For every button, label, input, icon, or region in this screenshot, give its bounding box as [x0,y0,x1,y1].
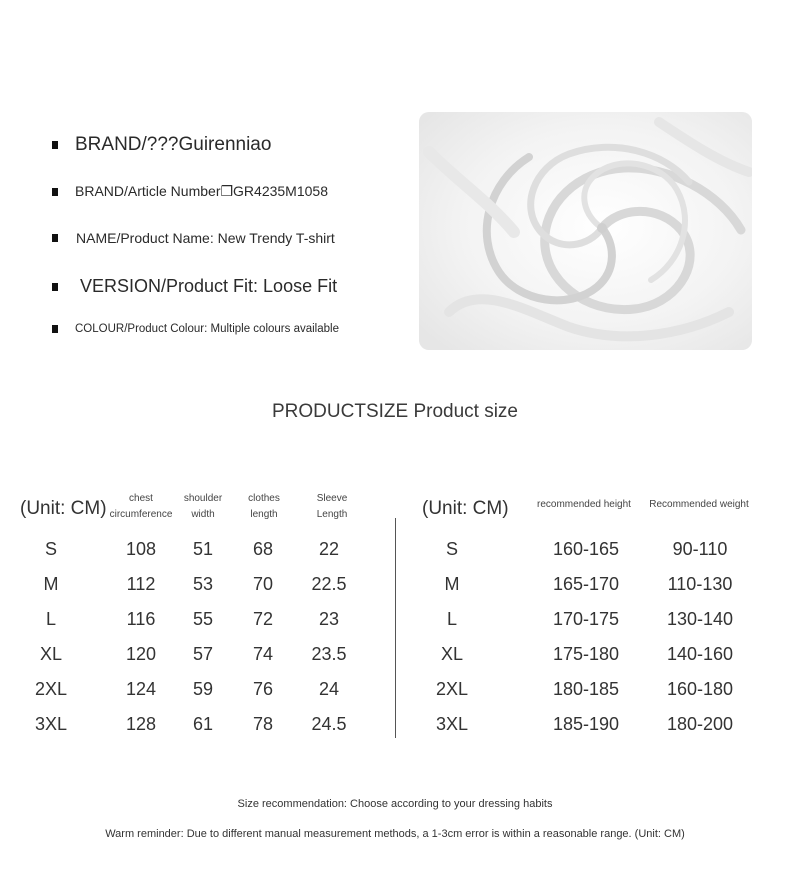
spec-article-number-text: BRAND/Article Number❒GR4235M1058 [75,183,328,199]
measurement-cell: 120 [125,644,157,664]
measurement-cell: 22.5 [311,574,347,594]
measurement-cell: 78 [252,714,274,734]
measurement-cell: 23 [318,609,340,629]
column-header-line: circumference [109,509,173,520]
column-header-line: length [250,509,278,520]
column-header-line: chest [129,493,153,504]
recommendation-cell: 110-130 [667,574,733,594]
measurement-cell: 59 [192,679,214,699]
measurement-cell: 24 [318,679,340,699]
size-cell: M [43,574,59,594]
recommendation-cell: 185-190 [552,714,620,734]
measurement-cell: 70 [252,574,274,594]
measurement-cell: 72 [252,609,274,629]
column-header-sleeve-length [307,491,357,523]
recommendation-cell: 90-110 [672,539,728,559]
column-header-line: width [191,509,215,520]
recommendation-cell: 170-175 [552,609,620,629]
spec-brand [52,134,271,156]
measurement-cell: 24.5 [311,714,347,734]
spec-product-name [52,230,335,246]
measurement-cell: 68 [252,539,274,559]
measurement-cell: 55 [192,609,214,629]
column-header-chest [104,491,178,523]
size-cell: 2XL [435,679,469,699]
size-cell: 3XL [34,714,68,734]
recommendation-cell: 165-170 [552,574,620,594]
fabric-swirl-image [419,112,752,350]
bullet-icon [52,325,58,333]
size-cell: XL [39,644,63,664]
measurement-cell: 128 [125,714,157,734]
size-cell: XL [440,644,464,664]
size-cell: L [446,609,457,629]
measurement-cell: 76 [252,679,274,699]
column-header-height: recommended height [537,499,631,510]
spec-product-colour-text: COLOUR/Product Colour: Multiple colours available [75,323,339,335]
bullet-icon [52,283,58,291]
recommendation-cell: 130-140 [666,609,734,629]
measurement-cell: 22 [318,539,340,559]
column-header-line: Length [316,509,348,520]
measurement-cell: 53 [192,574,214,594]
spec-product-name-text: NAME/Product Name: New Trendy T-shirt [76,230,335,246]
spec-product-fit-text: VERSION/Product Fit: Loose Fit [80,276,338,296]
column-header-line: Sleeve [316,493,348,504]
size-table-unit-label: (Unit: CM) [20,498,107,519]
size-cell: 2XL [34,679,68,699]
column-header-line: shoulder [183,493,223,504]
size-cell: L [45,609,56,629]
table-divider [395,518,396,738]
measurement-cell: 112 [126,574,156,594]
spec-product-fit [52,276,337,297]
size-recommendation-note: Size recommendation: Choose according to your dressing habits [237,798,553,810]
recommendation-cell: 180-200 [666,714,734,734]
spec-article-number [52,183,328,200]
measurement-cell: 116 [126,609,156,629]
recommendation-cell: 140-160 [666,644,734,664]
measurement-cell: 23.5 [311,644,347,664]
recommendation-cell: 175-180 [552,644,620,664]
warm-reminder-note: Warm reminder: Due to different manual measurement methods, a 1-3cm error is within a reasonable range. (Unit: CM) [105,828,685,840]
measurement-cell: 57 [192,644,214,664]
measurement-cell: 61 [192,714,214,734]
measurement-cell: 124 [125,679,157,699]
measurement-cell: 51 [192,539,214,559]
spec-product-colour [52,323,339,335]
column-header-line: clothes [248,493,280,504]
recommendation-cell: 180-185 [552,679,620,699]
size-cell: 3XL [435,714,469,734]
bullet-icon [52,234,58,242]
recommendation-cell: 160-180 [666,679,734,699]
section-title: PRODUCTSIZE Product size [272,401,518,422]
fit-table-unit-label: (Unit: CM) [422,498,509,519]
size-cell: S [445,539,458,559]
column-header-shoulder [178,491,228,523]
recommendation-cell: 160-165 [552,539,620,559]
bullet-icon [52,141,58,149]
column-header-clothes-length [240,491,288,523]
spec-brand-text: BRAND/???Guirenniao [75,134,272,155]
measurement-cell: 108 [125,539,157,559]
size-cell: S [44,539,57,559]
size-cell: M [444,574,460,594]
fabric-photo [419,112,752,350]
column-header-weight: Recommended weight [649,499,749,510]
measurement-cell: 74 [252,644,274,664]
bullet-icon [52,188,58,196]
